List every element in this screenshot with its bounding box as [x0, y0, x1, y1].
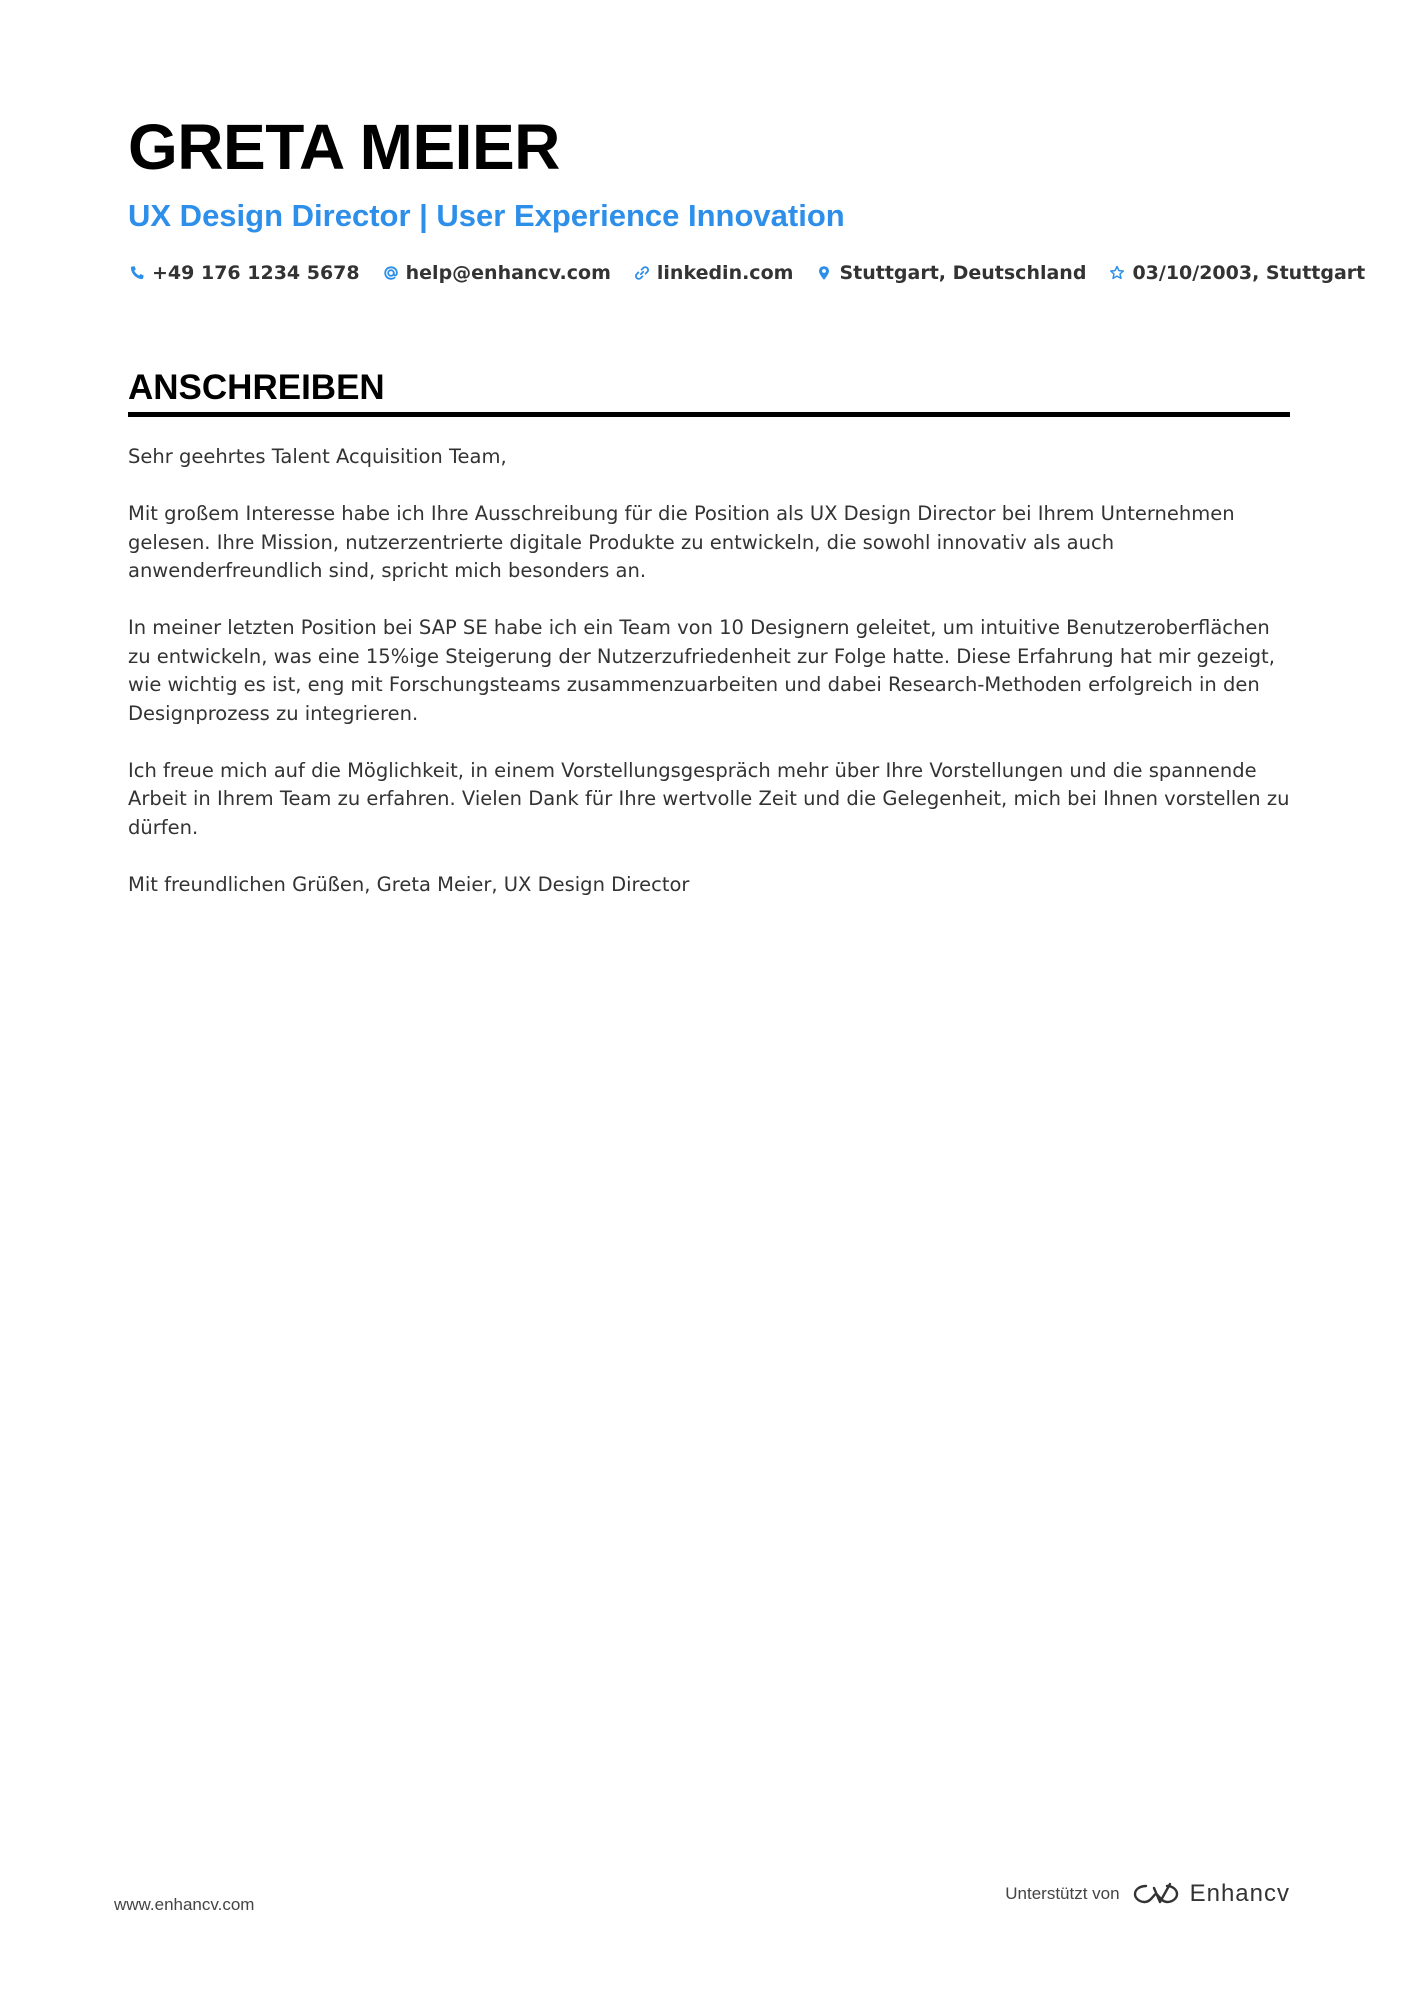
cover-letter-section — [128, 368, 1290, 928]
letter-paragraph: In meiner letzten Position bei SAP SE habe ich ein Team von 10 Designern geleitet, um intuitive Benutzeroberflächen zu entwickeln, was eine 15%ige Steigerung der Nutzerzufriedenheit zur Folge hatte. Diese Erfahrung hat mir gezeigt, wie wichtig es ist, eng mit Forschungsteams zusammenzuarbeiten und dabei Research-Methoden erfolgreich in den Designprozess zu integrieren. — [128, 616, 1275, 725]
letter-paragraph: Ich freue mich auf die Möglichkeit, in einem Vorstellungsgespräch mehr über Ihre Vorstellungen und die spannende Arbeit in Ihrem Team zu erfahren. Vielen Dank für Ihre wertvolle Zeit und die Gelegenheit, mich bei Ihnen vorstellen zu dürfen. — [128, 758, 1290, 839]
letter-salutation: Sehr geehrtes Talent Acquisition Team, — [128, 445, 507, 468]
candidate-title: UX Design Director | User Experience Innovation — [128, 198, 845, 233]
footer-powered-by — [1005, 1880, 1290, 1908]
link-icon — [633, 264, 651, 282]
contact-location-text: Stuttgart, Deutschland — [839, 262, 1087, 284]
candidate-name: GRETA MEIER — [128, 111, 560, 183]
letter-body — [128, 443, 1290, 899]
enhancv-logo-icon — [1132, 1880, 1180, 1908]
contact-location — [815, 262, 1086, 284]
contact-linkedin-text: linkedin.com — [656, 262, 794, 284]
phone-icon — [128, 264, 146, 282]
contact-email-text: help@enhancv.com — [405, 262, 611, 284]
header — [128, 108, 1366, 284]
contact-linkedin — [633, 262, 794, 284]
powered-by-label: Unterstützt von — [1005, 1884, 1120, 1903]
location-pin-icon — [815, 264, 833, 282]
at-icon — [382, 264, 400, 282]
brand-name: Enhancv — [1189, 1880, 1290, 1907]
section-title: ANSCHREIBEN — [128, 368, 1290, 417]
contact-birth-text: 03/10/2003, Stuttgart — [1132, 262, 1366, 284]
contact-birth — [1108, 262, 1365, 284]
footer-website[interactable]: www.enhancv.com — [114, 1895, 255, 1914]
letter-paragraph: Mit großem Interesse habe ich Ihre Ausschreibung für die Position als UX Design Director bei Ihrem Unternehmen gelesen. Ihre Mission, nutzerzentrierte digitale Produkte zu entwickeln, die sowohl innovativ als auch anwenderfreundlich sind, spricht mich besonders an. — [128, 502, 1235, 582]
contact-phone-text: +49 176 1234 5678 — [152, 262, 360, 284]
letter-closing: Mit freundlichen Grüßen, Greta Meier, UX Design Director — [128, 872, 690, 896]
star-icon — [1108, 264, 1126, 282]
contact-phone — [128, 262, 360, 284]
contact-bar — [128, 262, 1366, 284]
contact-email — [382, 262, 611, 284]
